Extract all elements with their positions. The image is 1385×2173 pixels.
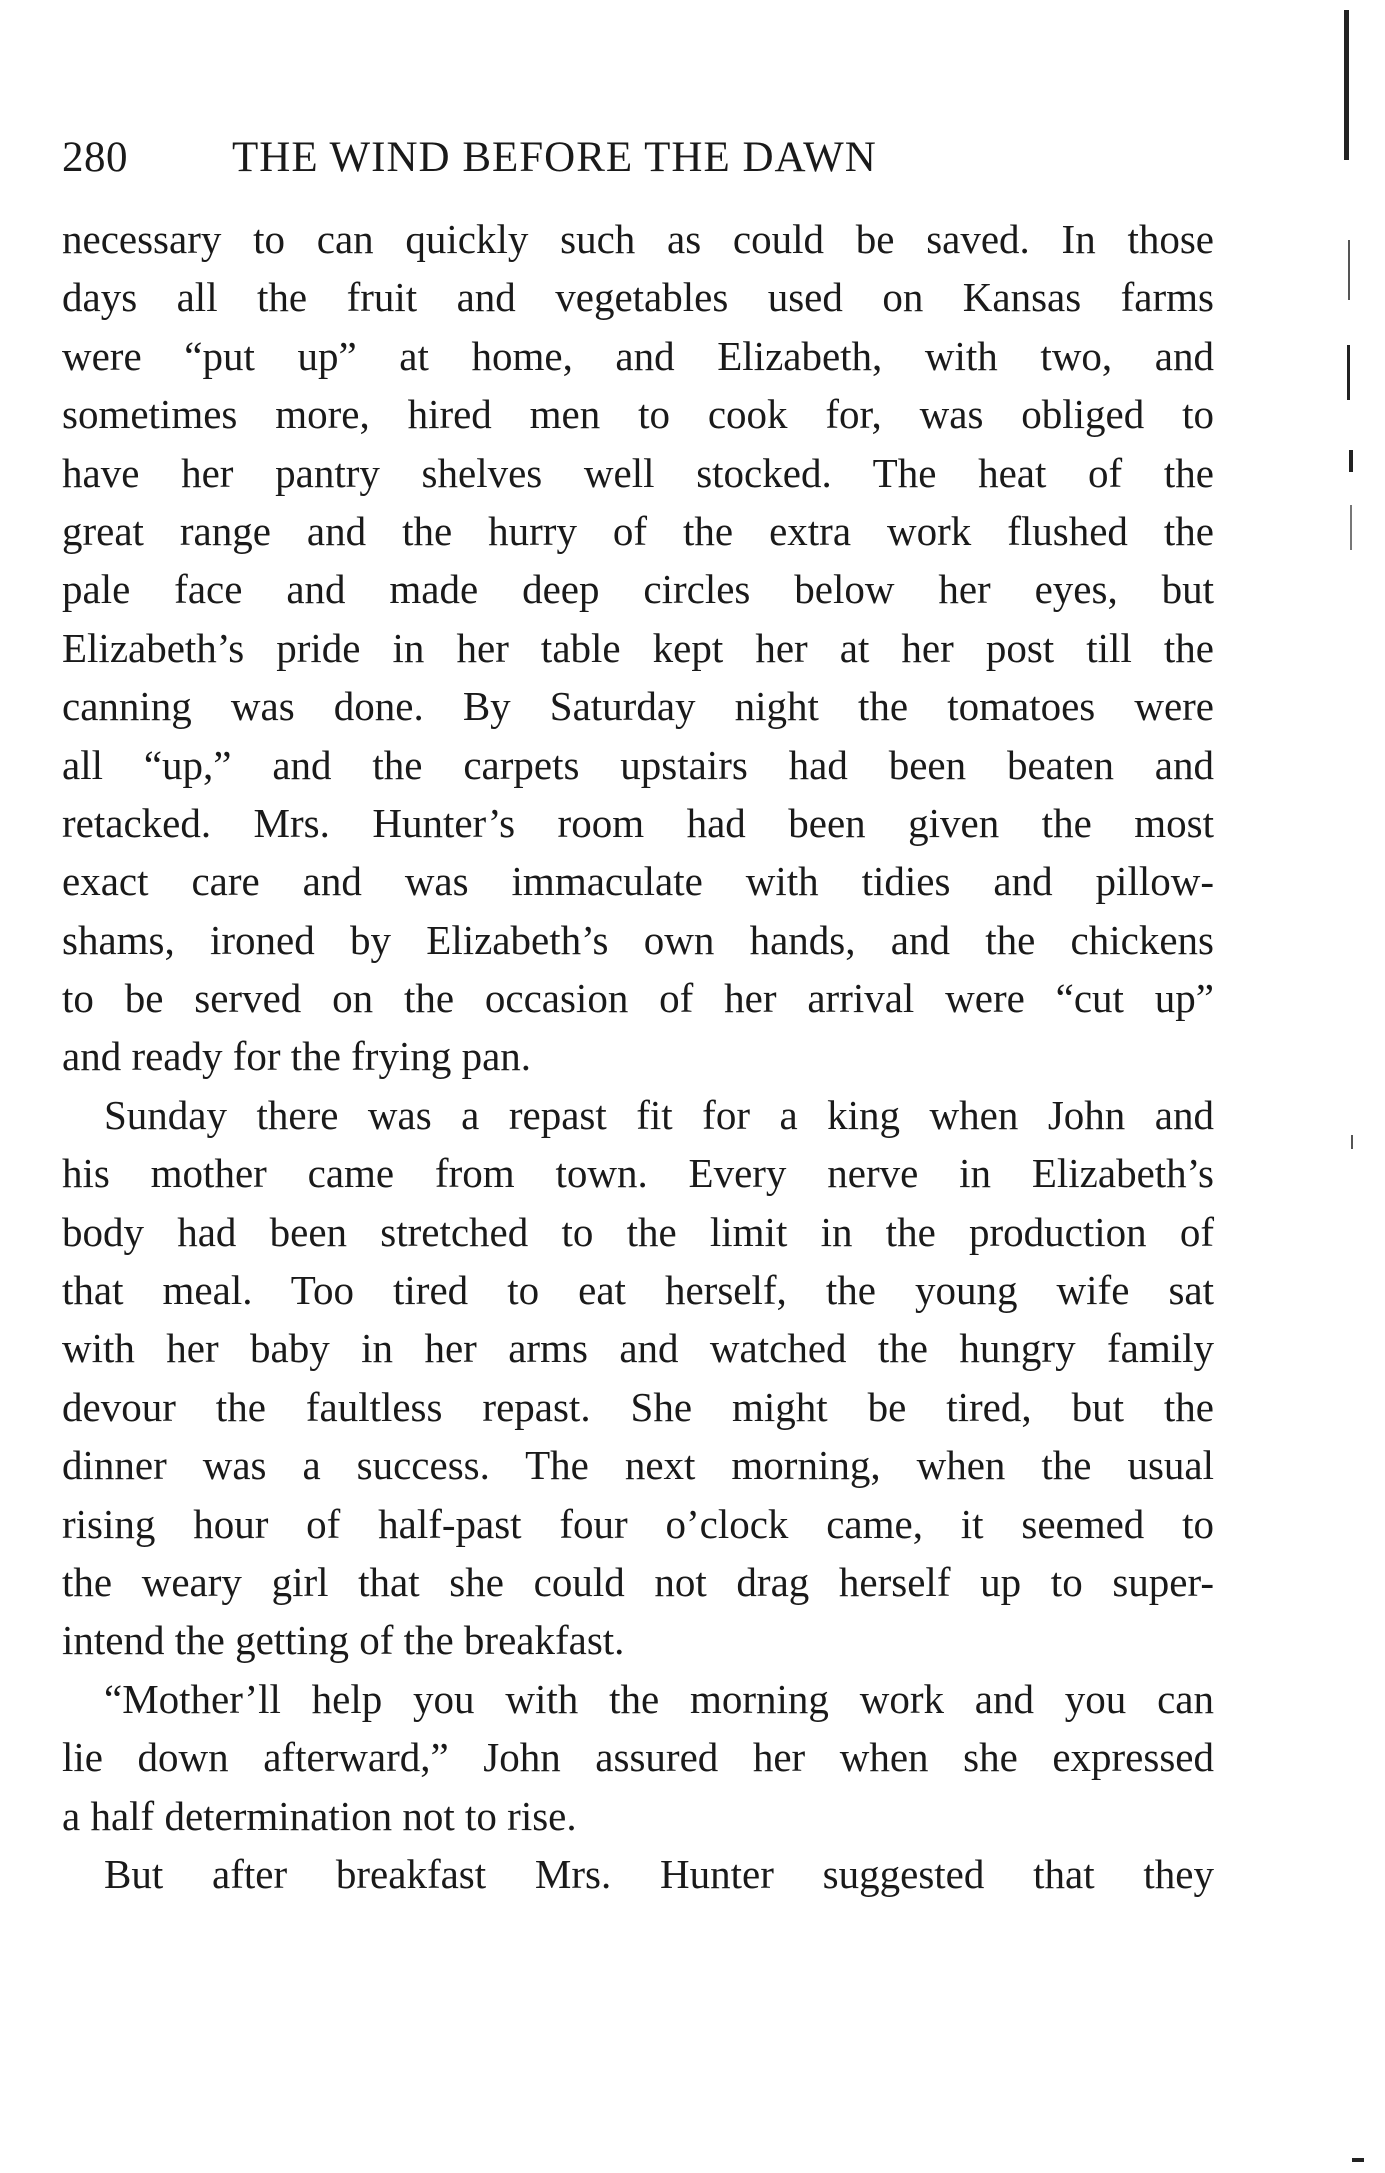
text-line: great range and the hurry of the extra work flushed the [62,507,1214,554]
text-line: retacked. Mrs. Hunter’s room had been given the most [62,799,1214,846]
running-head [62,128,1212,188]
text-line: dinner was a success. The next morning, when the usual [62,1442,1214,1489]
text-line: rising hour of half-past four o’clock came, it seemed to [62,1500,1214,1547]
scan-edge-mark [1350,505,1352,550]
body-text [62,210,1214,1903]
text-line: his mother came from town. Every nerve in Elizabeth’s [62,1150,1214,1197]
scan-edge-mark [1347,345,1350,400]
text-line: were “put up” at home, and Elizabeth, with two, and [62,332,1214,379]
text-line: with her baby in her arms and watched the hungry family [62,1325,1214,1372]
text-line: all “up,” and the carpets upstairs had been beaten and [62,741,1214,788]
text-line: that meal. Too tired to eat herself, the young wife sat [62,1267,1214,1314]
text-line: sometimes more, hired men to cook for, was obliged to [62,391,1214,438]
text-line: shams, ironed by Elizabeth’s own hands, and the chickens [62,916,1214,963]
text-line: have her pantry shelves well stocked. The heat of the [62,449,1214,496]
text-line: devour the faultless repast. She might be tired, but the [62,1383,1214,1430]
scan-edge-mark [1349,450,1353,472]
text-line: But after breakfast Mrs. Hunter suggested that they [104,1850,1214,1897]
text-line: a half determination not to rise. [62,1792,577,1839]
text-line: days all the fruit and vegetables used on Kansas farms [62,274,1214,321]
text-line: body had been stretched to the limit in the production of [62,1208,1214,1255]
scan-edge-mark [1348,240,1350,300]
page-number: 280 [62,134,128,181]
text-line: necessary to can quickly such as could be saved. In those [62,216,1214,262]
scan-edge-mark [1352,2158,1364,2162]
text-line: and ready for the frying pan. [62,1033,532,1080]
text-line: pale face and made deep circles below her eyes, but [62,566,1214,613]
running-title: THE WIND BEFORE THE DAWN [232,134,877,181]
text-line: the weary girl that she could not drag herself up to super- [62,1558,1214,1605]
text-line: Sunday there was a repast fit for a king when John and [104,1091,1214,1138]
text-line: lie down afterward,” John assured her when she expressed [62,1734,1214,1781]
scan-edge-mark [1344,10,1349,160]
text-line: to be served on the occasion of her arrival were “cut up” [62,975,1214,1022]
scan-edge-mark [1351,1135,1353,1149]
text-line: canning was done. By Saturday night the tomatoes were [62,683,1214,730]
text-line: intend the getting of the breakfast. [62,1617,625,1664]
text-line: exact care and was immaculate with tidies and pillow- [62,858,1214,905]
text-line: Elizabeth’s pride in her table kept her at her post till the [62,624,1214,671]
text-line: “Mother’ll help you with the morning work and you can [104,1675,1214,1722]
